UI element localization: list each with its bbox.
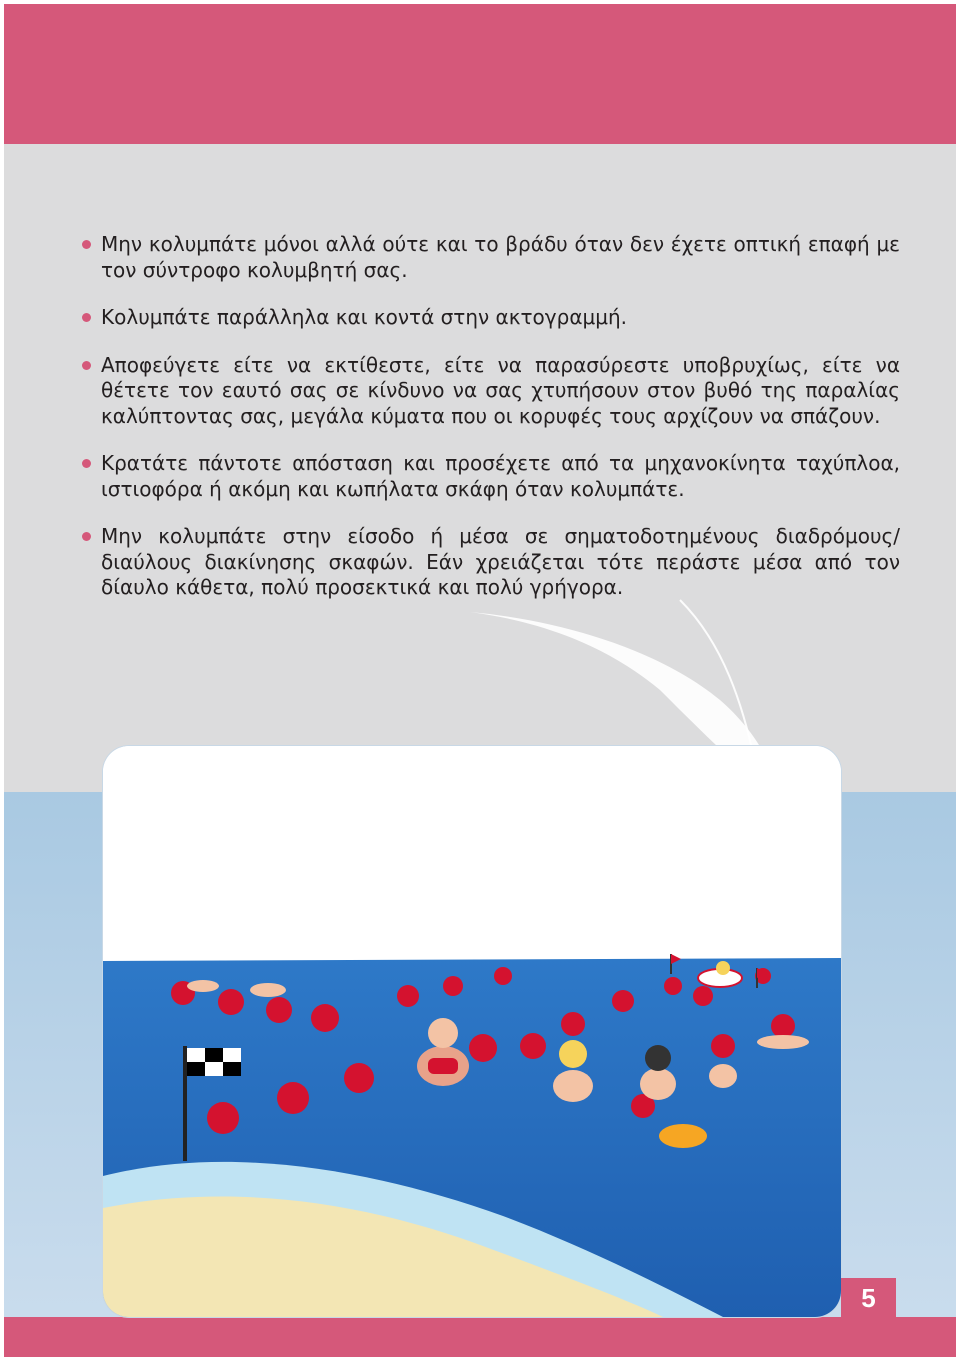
tip-text: Μην κολυμπάτε μόνοι αλλά ούτε και το βράδυ όταν δεν έχετε οπτική επαφή με τον σύντροφο κολυμβητή σας. [101,232,900,282]
safety-tips-list [78,232,900,623]
tip-text: Μην κολυμπάτε στην είσοδο ή μέσα σε σηματοδοτημένους διαδρόμους/διαύλους διακίνησης σκαφών. Εάν χρειάζεται τότε περάστε μέσα από τον δίαυλο κάθετα, πολύ προσεκτικά και πολύ γρήγορα. [101,524,900,599]
bullet-dot-icon [82,361,91,370]
tip-text: Κολυμπάτε παράλληλα και κοντά στην ακτογραμμή. [101,305,627,329]
list-item [78,232,900,283]
page-number: 5 [841,1278,896,1318]
tip-text: Κρατάτε πάντοτε απόσταση και προσέχετε από τα μηχανοκίνητα ταχύπλοα, ιστιοφόρα ή ακόμη και κωπήλατα σκάφη όταν κολυμπάτε. [101,451,900,501]
list-item [78,353,900,430]
bullet-dot-icon [82,532,91,541]
list-item [78,524,900,601]
beach-swimming-illustration [103,746,841,1317]
bottom-accent-band [4,1317,956,1357]
list-item [78,305,900,331]
bullet-dot-icon [82,313,91,322]
bullet-dot-icon [82,240,91,249]
bullet-dot-icon [82,459,91,468]
top-accent-band [4,4,956,144]
tip-text: Αποφεύγετε είτε να εκτίθεστε, είτε να παρασύρεστε υποβρυχίως, είτε να θέτετε τον εαυτό σας σε κίνδυνο να σας χτυπήσουν στον βυθό της παραλίας καλύπτοντας σας, μεγάλα κύματα που οι κορυφές τους αρχίζουν να σπάζουν. [101,352,900,428]
list-item [78,451,900,502]
